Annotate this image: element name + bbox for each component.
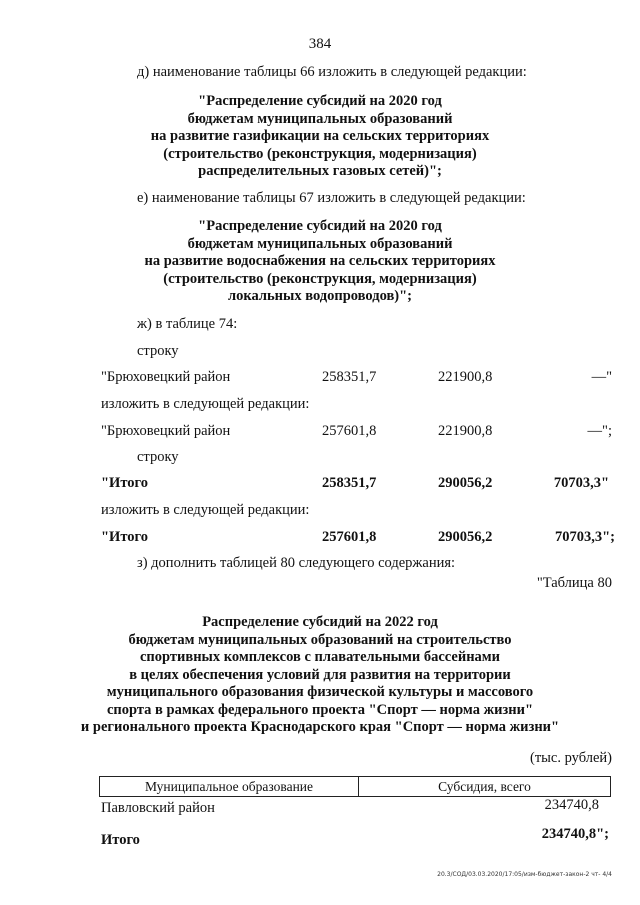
row-2-name: "Брюховецкий район [101,423,231,439]
row-4-name: "Итого [101,529,148,545]
paragraph-item-e: е) наименование таблицы 67 изложить в следующей редакции: [137,190,526,206]
column-header-subsidy: Субсидия, всего [438,779,531,794]
row-3-value-2: 290056,2 [438,475,493,491]
word-row-2: строку [137,449,179,465]
block-z-line: спортивных комплексов с плавательными бассейнами [139,649,501,665]
table-80-total-value: 234740,8"; [541,826,609,842]
row-4-value-2: 290056,2 [438,529,493,545]
block-e-line: (строительство (реконструкция, модернизация) [163,270,477,287]
block-d-line: распределительных газовых сетей)"; [198,163,442,179]
row-3-value-1: 258351,7 [322,475,377,491]
block-e-line: "Распределение субсидий на 2020 год [198,218,442,234]
block-e-line: бюджетам муниципальных образований [187,235,453,252]
paragraph-item-d: д) наименование таблицы 66 изложить в следующей редакции: [137,64,527,80]
paragraph-item-z: з) дополнить таблицей 80 следующего содержания: [137,555,456,571]
block-d-line: на развитие газификации на сельских территориях [150,128,490,144]
row-4-value-3: 70703,3"; [554,529,615,545]
table-80-header [99,776,611,797]
document-footer: 20.3/СОД/03.03.2020/17:05/изм-бюджет-закон-2 чт- 4/4 [437,871,612,878]
block-z-line: муниципального образования физической культуры и массового [106,684,534,700]
table-80-reference: "Таблица 80 [536,575,612,591]
block-d-line: (строительство (реконструкция, модернизация) [163,145,477,162]
row-4-value-1: 257601,8 [322,529,377,545]
word-row-1: строку [137,343,179,359]
row-2-value-3: —"; [587,423,612,439]
replace-text-1: изложить в следующей редакции: [101,396,310,412]
table-80-total-name: Итого [101,832,140,848]
block-z-title [0,614,640,737]
block-z-line: и регионального проекта Краснодарского края "Спорт — норма жизни" [80,719,560,735]
block-z-line: бюджетам муниципальных образований на строительство [128,631,512,648]
block-z-line: спорта в рамках федерального проекта "Спорт — норма жизни" [106,701,534,718]
block-d-line: бюджетам муниципальных образований [187,110,453,127]
row-2-value-1: 257601,8 [322,423,377,439]
block-d-line: "Распределение субсидий на 2020 год [198,93,442,109]
column-header-municipality: Муниципальное образование [144,779,314,794]
row-3-name: "Итого [101,475,148,491]
table-80-row-name: Павловский район [101,800,215,816]
row-1-name: "Брюховецкий район [101,369,231,385]
units-label: (тыс. рублей) [530,750,612,766]
block-z-line: в целях обеспечения условий для развития на территории [129,666,511,683]
replace-text-2: изложить в следующей редакции: [101,502,310,518]
row-1-value-2: 221900,8 [438,369,493,385]
table-80-row-value: 234740,8 [544,797,599,813]
row-2-value-2: 221900,8 [438,423,493,439]
block-d [0,93,640,181]
row-3-value-3: 70703,3" [553,475,609,491]
row-1-value-1: 258351,7 [322,369,377,385]
row-1-value-3: —" [591,369,612,385]
page-number: 384 [308,36,332,52]
paragraph-item-zh: ж) в таблице 74: [137,316,238,332]
block-e-line: на развитие водоснабжения на сельских территориях [144,253,496,269]
block-e [0,218,640,306]
block-e-line: локальных водопроводов)"; [227,288,413,304]
block-z-line: Распределение субсидий на 2022 год [202,614,438,630]
